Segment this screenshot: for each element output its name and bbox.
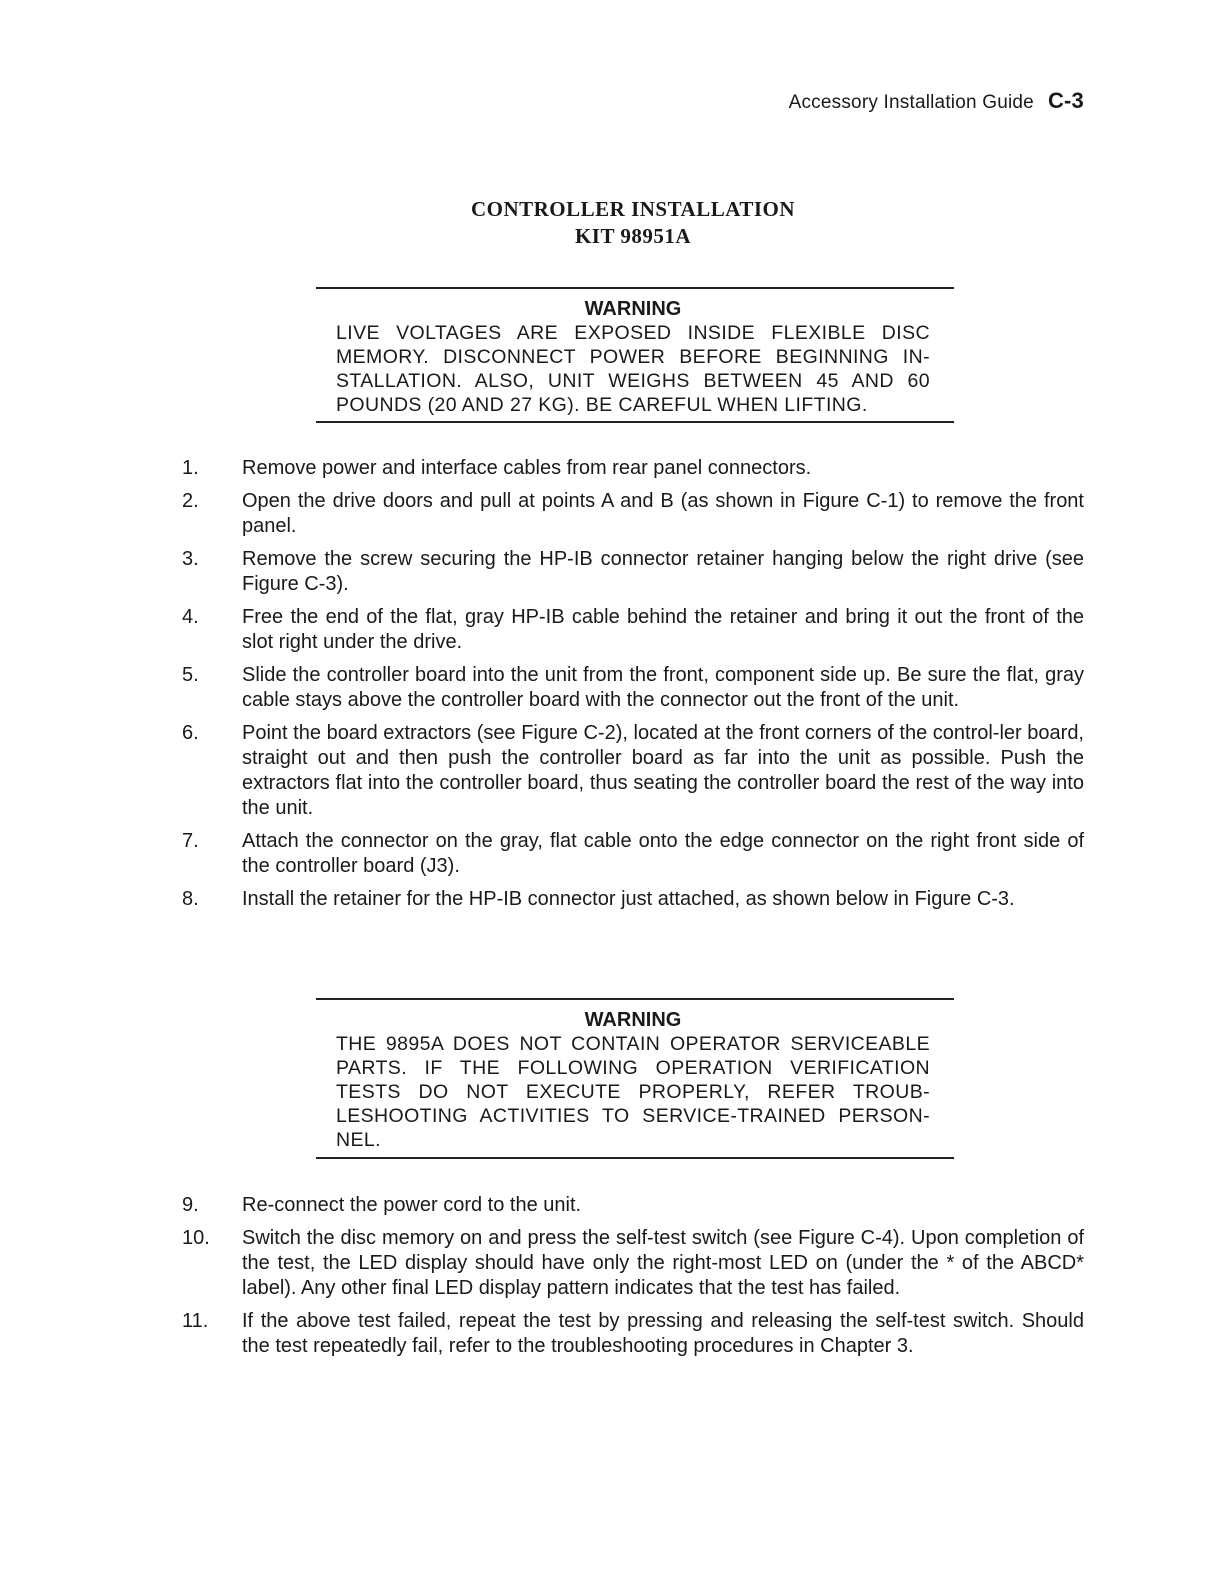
list-item [0, 489, 1084, 539]
list-item [0, 829, 1084, 879]
step-text: Attach the connector on the gray, flat cable onto the edge connector on the right front side of the controller board (J3). [242, 830, 1084, 877]
list-item [0, 456, 1084, 481]
warning-heading: WARNING [584, 1009, 682, 1031]
list-item [0, 1309, 1084, 1359]
step-number: 9. [182, 1194, 199, 1216]
warning-box-power [316, 287, 954, 423]
step-text: Free the end of the flat, gray HP-IB cable behind the retainer and bring it out the front of the slot right under the drive. [242, 606, 1084, 653]
warning-box-service [316, 998, 954, 1159]
step-text: Install the retainer for the HP-IB connector just attached, as shown below in Figure C-3. [242, 888, 1015, 910]
running-title: Accessory Installation Guide [788, 92, 1034, 113]
installation-steps-part-1 [0, 456, 1084, 912]
list-item [0, 663, 1084, 713]
running-header [789, 88, 1084, 114]
title-line-2: KIT 98951A [574, 224, 692, 248]
warning-text: LIVE VOLTAGES ARE EXPOSED INSIDE FLEXIBLE DISC MEMORY. DISCONNECT POWER BEFORE BEGINNING IN-STALLATION. ALSO, UNIT WEIGHS BETWEEN 45 AND 60 POUNDS (20 AND 27 KG). BE CAREFUL WHEN LIFTING. [336, 322, 930, 416]
step-number: 3. [182, 548, 199, 570]
title-line-1: CONTROLLER INSTALLATION [470, 197, 796, 221]
step-number: 2. [182, 490, 199, 512]
warning-text: THE 9895A DOES NOT CONTAIN OPERATOR SERVICEABLE PARTS. IF THE FOLLOWING OPERATION VERIFICATION TESTS DO NOT EXECUTE PROPERLY, REFER TROUB-LESHOOTING ACTIVITIES TO SERVICE-TRAINED PERSON-NEL. [336, 1033, 930, 1151]
step-text: Slide the controller board into the unit from the front, component side up. Be sure the flat, gray cable stays above the controller board with the connector out the front of the unit. [242, 664, 1084, 711]
page-title [0, 196, 1224, 250]
step-number: 4. [182, 606, 199, 628]
step-text: Remove the screw securing the HP-IB connector retainer hanging below the right drive (see Figure C-3). [242, 548, 1084, 595]
list-item [0, 605, 1084, 655]
warning-heading: WARNING [584, 298, 682, 320]
step-text: Open the drive doors and pull at points A and B (as shown in Figure C-1) to remove the front panel. [242, 490, 1084, 537]
step-text: If the above test failed, repeat the test by pressing and releasing the self-test switch. Should the test repeatedly fail, refer to the troubleshooting procedures in Chapter 3. [242, 1310, 1084, 1357]
step-number: 10. [182, 1227, 210, 1249]
step-text: Point the board extractors (see Figure C-2), located at the front corners of the control-ler board, straight out and then push the controller board as far into the unit as possible. Push the extractors flat into the controller board, thus seating the controller board the rest of the way into the unit. [242, 722, 1084, 819]
step-number: 5. [182, 664, 199, 686]
step-number: 7. [182, 830, 199, 852]
step-number: 1. [182, 457, 199, 479]
list-item [0, 721, 1084, 821]
list-item [0, 887, 1084, 912]
installation-steps-part-2 [0, 1193, 1084, 1359]
step-number: 6. [182, 722, 199, 744]
list-item [0, 547, 1084, 597]
step-text: Re-connect the power cord to the unit. [242, 1194, 582, 1216]
page-number: C-3 [1047, 88, 1084, 113]
step-number: 8. [182, 888, 199, 910]
list-item [0, 1193, 1084, 1218]
step-text: Switch the disc memory on and press the self-test switch (see Figure C-4). Upon completion of the test, the LED display should have only the right-most LED on (under the * of the ABCD* label). Any other final LED display pattern indicates that the test has failed. [242, 1227, 1084, 1299]
step-number: 11. [182, 1310, 209, 1332]
list-item [0, 1226, 1084, 1301]
step-text: Remove power and interface cables from rear panel connectors. [242, 457, 812, 479]
